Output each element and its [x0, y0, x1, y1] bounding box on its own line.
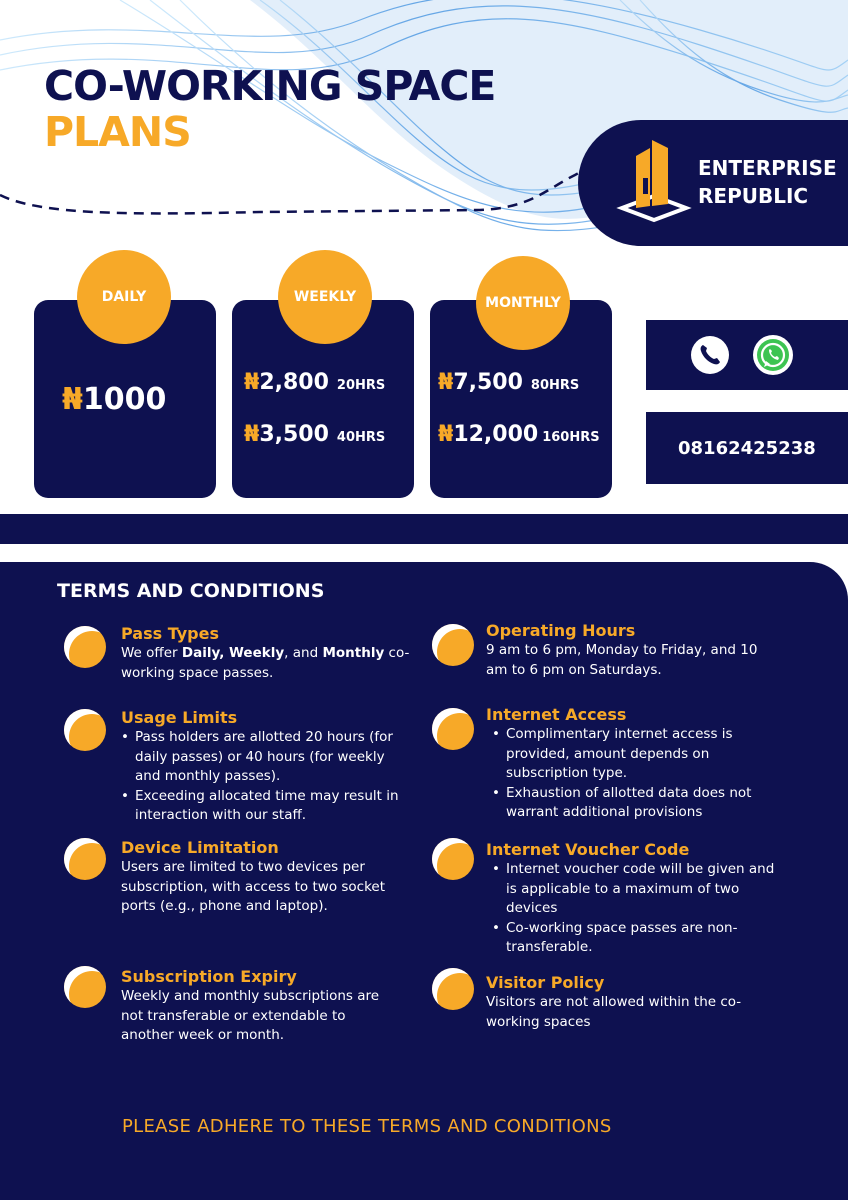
naira-sign: ₦ — [62, 382, 83, 417]
bullet-circle-icon — [64, 626, 106, 668]
term-heading: Usage Limits — [121, 708, 238, 727]
bullet-circle-icon — [432, 708, 474, 750]
term-subscription-expiry — [121, 967, 401, 1046]
bullet-circle-icon — [432, 838, 474, 880]
divider-stripe — [0, 514, 848, 544]
list-item: • Internet voucher code will be given and is applicable to a maximum of two devices — [492, 860, 776, 919]
badge-weekly: WEEKLY — [278, 250, 372, 344]
term-usage-limits — [121, 708, 405, 826]
badge-monthly: MONTHLY — [476, 256, 570, 350]
bullet-circle-icon — [432, 968, 474, 1010]
footer-note: PLEASE ADHERE TO THESE TERMS AND CONDITIONS — [122, 1116, 612, 1137]
price-amount — [244, 422, 329, 447]
bullet-circle-icon — [64, 966, 106, 1008]
hours-label: 40HRS — [336, 430, 386, 445]
term-device-limitation — [121, 838, 396, 917]
title-line-1: CO-WORKING SPACE — [44, 62, 496, 110]
contact-phone-box — [646, 412, 848, 484]
term-body: 9 am to 6 pm, Monday to Friday, and 10 am to 6 pm on Saturdays. — [486, 642, 758, 678]
price-monthly-1 — [438, 370, 579, 395]
naira-sign: ₦ — [438, 422, 454, 447]
term-operating-hours — [486, 621, 776, 680]
term-body — [121, 644, 421, 683]
bold-text: Monthly — [322, 645, 385, 661]
price-weekly-2 — [244, 422, 385, 447]
amount-digits: 2,800 — [259, 370, 329, 395]
terms-title: TERMS AND CONDITIONS — [57, 580, 325, 602]
text: co-working space passes. — [121, 645, 410, 681]
brand-name-line-1: ENTERPRISE — [698, 156, 837, 180]
list-item: • Co-working space passes are non-transferable. — [492, 919, 776, 958]
term-heading: Internet Access — [486, 705, 627, 724]
header — [0, 0, 848, 250]
bullet-circle-icon — [64, 838, 106, 880]
term-voucher-code — [486, 840, 776, 958]
price-monthly-2 — [438, 422, 600, 447]
term-internet-access — [486, 705, 786, 823]
contact-icons-box — [646, 320, 848, 390]
phone-icon[interactable] — [690, 335, 730, 375]
hours-label: 20HRS — [336, 378, 386, 393]
building-logo-icon — [616, 138, 692, 224]
terms-section — [0, 562, 848, 1200]
brand-name-line-2: REPUBLIC — [698, 184, 809, 208]
term-heading: Subscription Expiry — [121, 967, 297, 986]
badge-daily: DAILY — [77, 250, 171, 344]
title-line-2: PLANS — [44, 108, 191, 156]
amount-digits: 12,000 — [453, 422, 539, 447]
term-list — [121, 728, 405, 826]
term-heading: Pass Types — [121, 624, 219, 643]
price-amount — [438, 370, 523, 395]
term-visitor-policy — [486, 973, 756, 1032]
price-amount — [438, 422, 538, 447]
term-body: Visitors are not allowed within the co-working spaces — [486, 994, 742, 1030]
brand-name — [698, 154, 837, 210]
amount-digits: 7,500 — [453, 370, 523, 395]
term-heading: Visitor Policy — [486, 973, 605, 992]
term-heading: Internet Voucher Code — [486, 840, 690, 859]
whatsapp-icon[interactable] — [752, 334, 794, 376]
amount-digits: 3,500 — [259, 422, 329, 447]
list-item: • Pass holders are allotted 20 hours (for daily passes) or 40 hours (for weekly and monthly passes). — [121, 728, 405, 787]
price-daily — [62, 382, 166, 417]
brand-banner — [578, 120, 848, 246]
term-list — [486, 725, 786, 823]
naira-sign: ₦ — [438, 370, 454, 395]
bullet-circle-icon — [64, 709, 106, 751]
amount-digits: 1000 — [82, 382, 167, 417]
text: We offer — [121, 645, 182, 661]
naira-sign: ₦ — [244, 370, 260, 395]
bold-text: Daily, Weekly — [181, 645, 285, 661]
term-pass-types — [121, 624, 421, 683]
price-amount — [244, 370, 329, 395]
list-item: • Exceeding allocated time may result in interaction with our staff. — [121, 787, 405, 826]
list-item: • Complimentary internet access is provided, amount depends on subscription type. — [492, 725, 786, 784]
text: , and — [284, 645, 323, 661]
hours-label: 160HRS — [542, 430, 600, 445]
term-heading: Device Limitation — [121, 838, 279, 857]
term-body: Users are limited to two devices per subscription, with access to two socket ports (e.g., phone and laptop). — [121, 859, 386, 914]
price-amount — [62, 382, 166, 417]
term-list — [486, 860, 776, 958]
price-weekly-1 — [244, 370, 385, 395]
phone-number[interactable]: 08162425238 — [678, 438, 816, 459]
list-item: • Exhaustion of allotted data does not warrant additional provisions — [492, 784, 786, 823]
term-heading: Operating Hours — [486, 621, 636, 640]
term-body: Weekly and monthly subscriptions are not transferable or extendable to another week or month. — [121, 988, 380, 1043]
hours-label: 80HRS — [530, 378, 580, 393]
bullet-circle-icon — [432, 624, 474, 666]
naira-sign: ₦ — [244, 422, 260, 447]
